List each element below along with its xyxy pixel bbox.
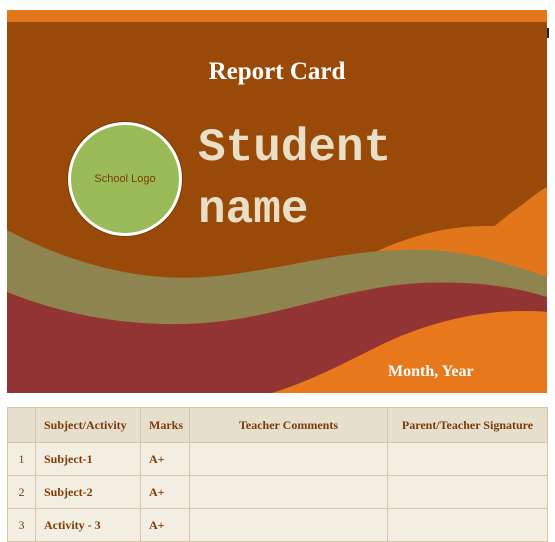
student-name-line1: Student: [198, 122, 392, 174]
student-name-line2: name: [198, 184, 309, 236]
report-card-banner: [7, 22, 547, 393]
row-number: 2: [8, 476, 36, 509]
table-row: [8, 476, 548, 509]
header-marks: Marks: [141, 408, 190, 443]
row-marks[interactable]: A+: [141, 443, 190, 476]
header-teacher-comments: Teacher Comments: [190, 408, 388, 443]
row-subject[interactable]: Activity - 3: [36, 509, 141, 542]
report-card-title: Report Card: [208, 58, 346, 85]
text-cursor-mark: [547, 28, 549, 38]
student-name: [198, 117, 528, 241]
header-subject: Subject/Activity: [36, 408, 141, 443]
row-number: 3: [8, 509, 36, 542]
row-teacher-comments[interactable]: [190, 476, 388, 509]
top-accent-bar: [7, 10, 547, 22]
row-teacher-comments[interactable]: [190, 509, 388, 542]
row-signature[interactable]: [388, 509, 548, 542]
row-signature[interactable]: [388, 476, 548, 509]
row-number: 1: [8, 443, 36, 476]
school-logo: [68, 122, 182, 236]
row-signature[interactable]: [388, 443, 548, 476]
row-subject[interactable]: Subject-1: [36, 443, 141, 476]
row-subject[interactable]: Subject-2: [36, 476, 141, 509]
report-date: Month, Year: [388, 363, 474, 380]
table-row: [8, 509, 548, 542]
table-row: [8, 443, 548, 476]
school-logo-label: School Logo: [94, 173, 156, 185]
row-teacher-comments[interactable]: [190, 443, 388, 476]
table-header-row: [8, 408, 548, 443]
row-marks[interactable]: A+: [141, 509, 190, 542]
header-signature: Parent/Teacher Signature: [388, 408, 548, 443]
grades-table: [7, 407, 548, 542]
row-marks[interactable]: A+: [141, 476, 190, 509]
header-index: [8, 408, 36, 443]
